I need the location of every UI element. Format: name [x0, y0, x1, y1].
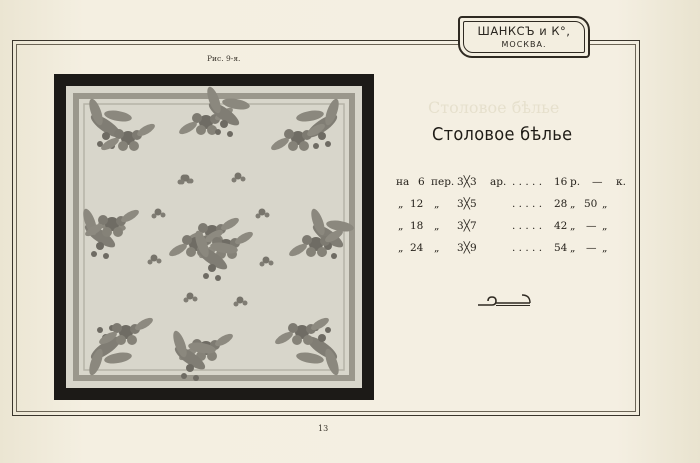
bleed-through-text: Столовое бѣлье — [428, 98, 560, 117]
price-size-unit: ар. — [490, 176, 507, 188]
price-size: 3╳7 — [457, 220, 477, 232]
price-kop-unit: „ — [602, 220, 608, 232]
price-rub: 16 — [554, 176, 568, 188]
price-kop-unit: „ — [602, 198, 608, 210]
price-size: 3╳5 — [457, 198, 477, 210]
price-kop-unit: „ — [602, 242, 608, 254]
price-count: 12 — [410, 198, 424, 210]
decorative-flourish — [476, 292, 532, 308]
price-rub: 54 — [554, 242, 568, 254]
publisher-name: ШАНКСЪ и К°, — [477, 24, 571, 38]
price-count: 6 — [418, 176, 425, 188]
price-prefix: „ — [398, 198, 404, 210]
price-rub: 42 — [554, 220, 568, 232]
price-count: 24 — [410, 242, 424, 254]
price-kop: — — [592, 176, 603, 188]
price-unit: „ — [434, 242, 440, 254]
price-dots: . . . . . — [512, 198, 543, 210]
price-count: 18 — [410, 220, 424, 232]
price-rub-unit: р. — [570, 176, 581, 188]
price-rub: 28 — [554, 198, 568, 210]
price-unit: „ — [434, 198, 440, 210]
section-title: Столовое бѣлье — [432, 124, 573, 145]
price-kop-unit: к. — [616, 176, 626, 188]
price-size: 3╳9 — [457, 242, 477, 254]
price-size: 3╳3 — [457, 176, 477, 188]
tablecloth-photo — [66, 86, 362, 388]
price-prefix: „ — [398, 220, 404, 232]
figure-caption: Рис. 9-я. — [207, 54, 241, 63]
price-kop: 50 — [584, 198, 598, 210]
publisher-cartouche — [458, 16, 590, 58]
page-number: 13 — [318, 424, 329, 433]
price-rub-unit: „ — [570, 198, 576, 210]
price-dots: . . . . . — [512, 220, 543, 232]
price-dots: . . . . . — [512, 176, 543, 188]
price-rub-unit: „ — [570, 242, 576, 254]
price-kop: — — [586, 242, 597, 254]
tablecloth-floral-pattern — [66, 86, 362, 388]
price-prefix: на — [396, 176, 410, 188]
price-dots: . . . . . — [512, 242, 543, 254]
publisher-city: МОСКВА. — [501, 40, 547, 49]
price-rub-unit: „ — [570, 220, 576, 232]
price-kop: — — [586, 220, 597, 232]
price-unit: „ — [434, 220, 440, 232]
price-prefix: „ — [398, 242, 404, 254]
price-unit: пер. — [431, 176, 455, 188]
